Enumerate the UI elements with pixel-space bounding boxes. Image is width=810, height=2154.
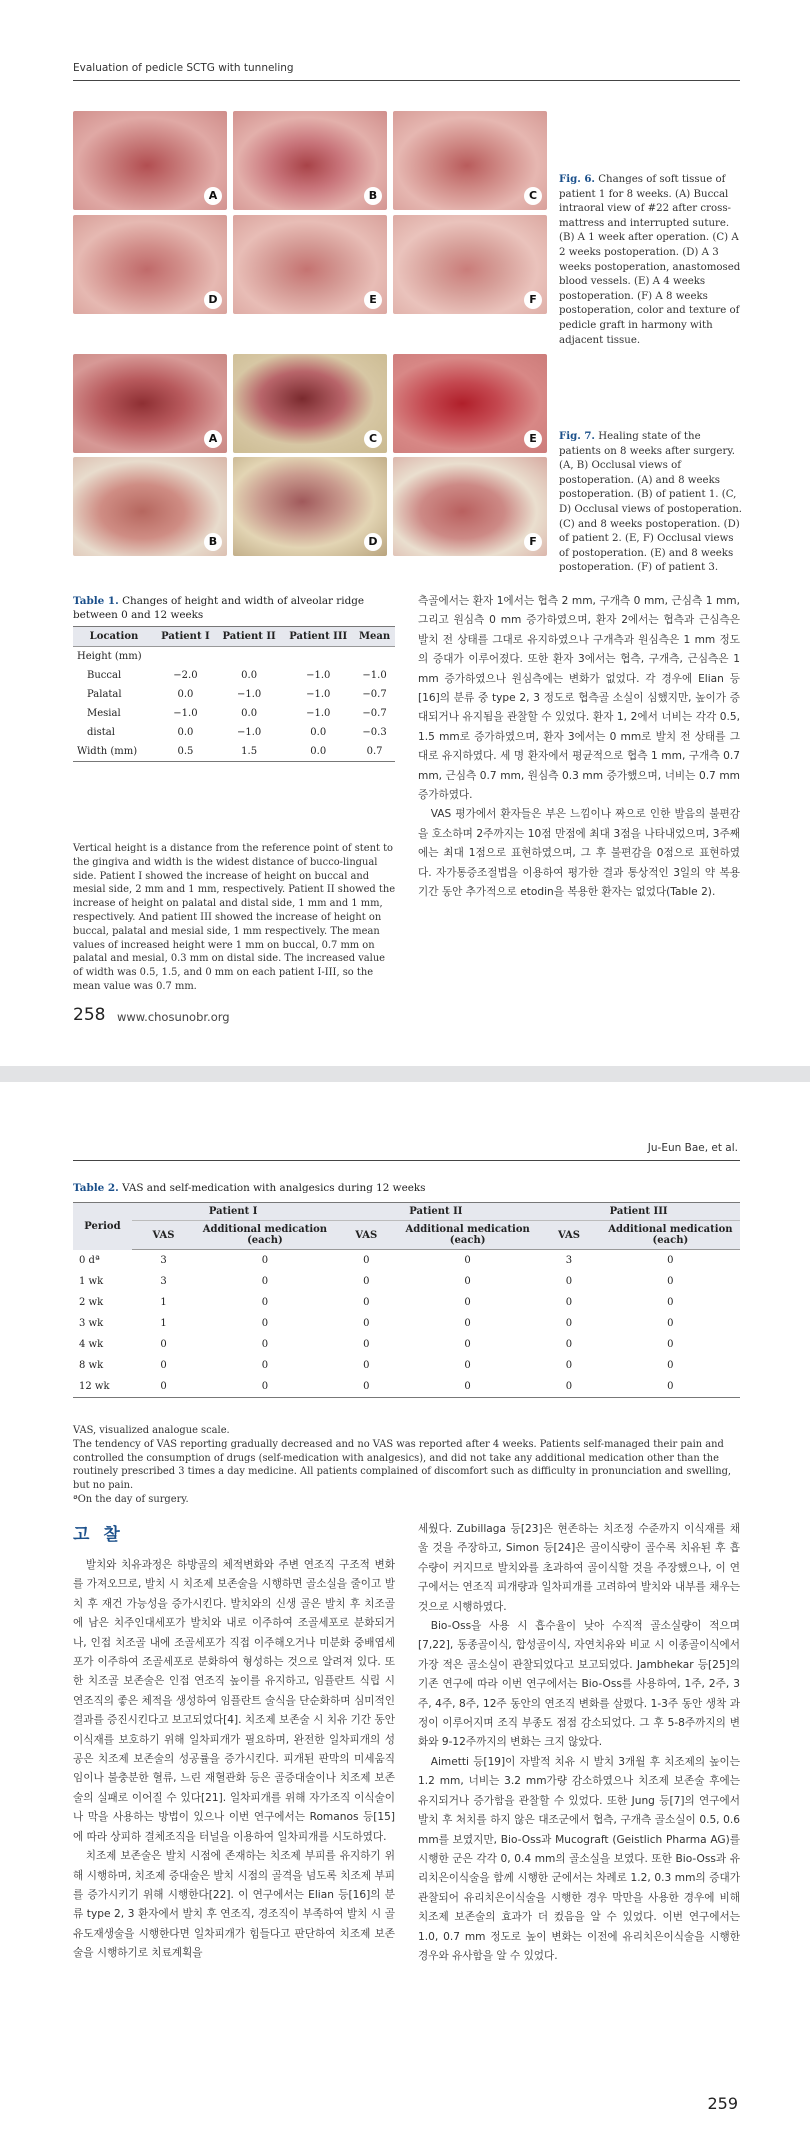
cell: 0 xyxy=(261,1339,269,1350)
panel-label: A xyxy=(204,430,222,448)
fig7-label: Fig. 7. xyxy=(559,430,595,442)
table1-caption xyxy=(73,594,395,622)
fig6-photo-a xyxy=(73,111,227,210)
cell: 0.7 xyxy=(354,742,395,762)
table-row xyxy=(73,1376,740,1398)
section-title: 고 찰 xyxy=(73,1525,124,1545)
table-row xyxy=(73,666,395,685)
cell: −1.0 xyxy=(362,670,387,681)
header-rule xyxy=(73,80,740,81)
cell: 3 xyxy=(565,1255,573,1266)
cell: 0 xyxy=(363,1255,370,1266)
fig7-photo-d xyxy=(233,457,387,556)
table-row xyxy=(73,1313,740,1334)
cell: 1 xyxy=(160,1297,167,1308)
cell: Buccal xyxy=(87,670,122,681)
table2-notes xyxy=(73,1424,740,1507)
table-row xyxy=(73,685,395,704)
cell: −0.7 xyxy=(362,689,387,700)
fig6-photo-c xyxy=(393,111,547,210)
table-row xyxy=(73,723,395,742)
cell: 0 xyxy=(537,1376,601,1398)
cell: −0.7 xyxy=(362,708,387,719)
cell: 0 xyxy=(667,1276,674,1287)
cell: −1.0 xyxy=(236,727,262,738)
cell xyxy=(155,647,216,667)
cell: 0 xyxy=(261,1276,269,1287)
col-header: Location xyxy=(73,627,155,647)
note: ªOn the day of surgery. xyxy=(73,1493,189,1505)
cell: 0 xyxy=(565,1339,573,1350)
cell xyxy=(282,647,354,667)
cell: 0 xyxy=(565,1297,573,1308)
cell: 0 xyxy=(464,1318,471,1329)
cell: 8 wk xyxy=(79,1360,104,1371)
fig6-photo-e xyxy=(233,215,387,314)
cell: 0.0 xyxy=(177,689,194,700)
fig6-caption xyxy=(559,172,743,348)
paragraph: 치조제 보존술은 발치 시점에 존재하는 치조제 부피를 유지하기 위해 시행하며, 치조제 증대술은 발치 시점의 골격을 넘도록 치조제 부피를 증가시키기 위해 시행한다[22]. 이 연구에서는 Elian 등[16]의 분류 type 2, 3 환자에서 발치 후 연조직, 경조직이 부족하여 발치 시 골유도재생술을 시행한다면 일차피개가 힘들다고 판단하여 치조제 보존술을 시행하기로 치료계획을 xyxy=(73,1850,395,1960)
cell: 0 xyxy=(565,1276,573,1287)
cell: 0 xyxy=(667,1339,674,1350)
cell: 0 xyxy=(261,1255,269,1266)
header-rule xyxy=(73,1160,740,1161)
cell: −1.0 xyxy=(306,689,331,700)
fig7-photo-c xyxy=(233,354,387,453)
cell: 0 xyxy=(565,1318,573,1329)
note: The tendency of VAS reporting gradually decreased and no VAS was reported after 4 weeks. Patients self-managed their pain and controlled the consumption of drugs (self-medication with analgesics), and did not take any additional medication other than the routinely prescribed 3 times a day medicine. All patients complained of discomfort such as difficulty in pronunciation and swelling, but no pain. xyxy=(73,1438,732,1492)
cell: 0 xyxy=(398,1376,537,1398)
table2-caption-text: VAS and self-medication with analgesics during 12 weeks xyxy=(118,1182,426,1194)
cell: 0 xyxy=(464,1339,471,1350)
website: www.chosunobr.org xyxy=(117,1010,230,1024)
cell: 1 wk xyxy=(79,1276,104,1287)
cell: 0.0 xyxy=(241,708,258,719)
panel-label: B xyxy=(364,187,382,205)
panel-label: B xyxy=(204,533,222,551)
col-header: Mean xyxy=(354,627,395,647)
fig7-photo-b xyxy=(73,457,227,556)
cell: 0.5 xyxy=(155,742,216,762)
fig7-caption-text: Healing state of the patients on 8 weeks after surgery. (A, B) Occlusal views of postoperation. (A) and 8 weeks postoperation. (B) of patient 1. (C, D) Occlusal views of postoperation. (C) and 8 weeks postoperation. (D) of patient 2. (E, F) Occlusal views of postoperation. (E) and 8 weeks postoperation. (F) of patient 3. xyxy=(559,431,743,574)
table-2 xyxy=(73,1202,740,1398)
col-header: Patient I xyxy=(155,627,216,647)
cell: 1.5 xyxy=(216,742,282,762)
cell: 12 wk xyxy=(73,1376,132,1398)
cell: Palatal xyxy=(87,689,122,700)
paragraph: VAS 평가에서 환자들은 부은 느낌이나 짜으로 인한 발음의 불편감을 호소하며 2주까지는 10점 만점에 최대 3점을 나타내었으며, 3주째에는 최대 1점으로 표현하였으며, 그 후 불편감을 0점으로 표현하였다. 자가통증조절법을 이용하여 평가한 결과 통상적인 3일의 약 복용기간 동안 추가적으로 etodin을 복용한 환자는 없었다(Table 2). xyxy=(418,808,740,899)
cell: −1.0 xyxy=(173,708,198,719)
col-header: Additional medication (each) xyxy=(601,1221,740,1250)
table1-note: Vertical height is a distance from the reference point of stent to the gingiva and width is the widest distance of bucco-lingual side. Patient I showed the increase of height on buccal and mesial side, 2 mm and 1 mm, respectively. Patient II showed the increase of height on palatal and distal side, 1 mm and 1 mm, respectively. And patient III showed the increase of height on buccal, palatal and mesial side, 1 mm respectively. The mean values of increased height were 1 mm on buccal, 0.7 mm on palatal and mesial, 0.3 mm on distal side. The increased value of width was 0.5, 1.5, and 0 mm on each patient I-III, so the mean value was 0.7 mm. xyxy=(73,843,396,992)
cell: 0 xyxy=(261,1297,269,1308)
cell: 0 xyxy=(667,1297,674,1308)
col-header: Additional medication (each) xyxy=(195,1221,334,1250)
cell: −1.0 xyxy=(306,670,331,681)
cell: 0 xyxy=(565,1360,573,1371)
table-1 xyxy=(73,626,395,762)
cell: 0.0 xyxy=(310,727,327,738)
note: VAS, visualized analogue scale. xyxy=(73,1425,230,1436)
running-head: Evaluation of pedicle SCTG with tunneling xyxy=(73,62,294,74)
fig6-label: Fig. 6. xyxy=(559,173,595,185)
col-header: VAS xyxy=(335,1221,399,1250)
table1-label: Table 1. xyxy=(73,595,119,607)
cell: 0 xyxy=(667,1255,674,1266)
table-row xyxy=(73,647,395,667)
table-row xyxy=(73,1355,740,1376)
panel-label: F xyxy=(524,291,542,309)
cell: 3 xyxy=(160,1276,167,1287)
cell: 0 xyxy=(261,1318,269,1329)
cell: 0 xyxy=(667,1318,674,1329)
cell: 0 xyxy=(464,1255,471,1266)
cell: 0.0 xyxy=(241,670,258,681)
results-text xyxy=(418,592,740,903)
paragraph: Aimetti 등[19]이 자발적 치유 시 발치 3개월 후 치조제의 높이는 1.2 mm, 너비는 3.2 mm가량 감소하였으나 치조제 보존술 후에는 유지되거나 증가함을 관찰할 수 있었다. 또한 Jung 등[7]의 연구에서 발치 후 처치를 하지 않은 대조군에서 협측, 구개측 골소실이 0.5, 0.6 mm를 보였지만, Bio-Oss과 Mucograft (Geistlich Pharma AG)를 시행한 군은 각각 0, 0.4 mm의 골소실을 보였다. 또한 Bio-Oss과 유리치은이식술을 함께 시행한 군에서는 차례로 1.2, 0.3 mm의 증대가 관찰되어 유리치은이식술을 시행한 경우 막만을 사용한 경우에 비해 치조제 보존술의 효과가 더 컸음을 알 수 있었다. 이번 연구에서는 1.0, 0.7 mm 정도로 높이 변화는 이전에 유리치은이식술을 시행한 경우와 유사함을 알 수 있었다. xyxy=(418,1755,740,1962)
paragraph: 발치와 치유과정은 하방골의 체적변화와 주변 연조직 구조적 변화를 가져오므로, 발치 시 치조제 보존술을 시행하면 골소실을 줄이고 발치 후 재건 가능성을 증가시킨다. 발치와의 신생 골은 발치 후 치조골에 남은 치주인대세포가 발치와 내로 이주하여 조골세포로 분화되거나, 인접 치조골 내에 조골세포가 직접 이주해오거나 미분화 중배엽세포가 이주하여 조골세포로 분화하여 형성하는 것으로 알려져 있다. 또한 치조골 보존술은 인접 연조직 높이를 유지하고, 임플란트 식립 시 연조직의 좋은 체적을 생성하여 임플란트 술식을 단순화하며 심미적인 결과를 증진시킨다고 보고되었다[4]. 치조제 보존술 시 치유 기간 동안 이식재를 보호하기 위해 일차피개가 필요하며, 완전한 일차피개의 성공은 치조제 보존술의 성공률을 증가시킨다. 피개된 판막의 미세움직임이나 불충분한 혈류, 느린 재혈관화 등은 골증대술이나 치조제 보존술의 실패로 이어질 수 있다[21]. 일차피개를 위해 자가조직 이식술이나 막을 사용하는 방법이 있으나 이번 연구에서는 Romanos 등[15]에 따라 상피하 결체조직을 터널을 이용하여 일차피개를 시도하였다. xyxy=(73,1559,395,1843)
table1-caption-text: Changes of height and width of alveolar ridge between 0 and 12 weeks xyxy=(73,595,365,621)
cell: 0 xyxy=(464,1297,471,1308)
col-header: Patient II xyxy=(216,627,282,647)
panel-label: F xyxy=(524,533,542,551)
cell: −1.0 xyxy=(306,708,331,719)
cell: 4 wk xyxy=(79,1339,104,1350)
panel-label: D xyxy=(204,291,222,309)
table-row xyxy=(73,1271,740,1292)
table-row xyxy=(73,1292,740,1313)
page-number: 258 xyxy=(73,1005,106,1025)
panel-label: D xyxy=(364,533,382,551)
col-header: VAS xyxy=(537,1221,601,1250)
fig7-photo-f xyxy=(393,457,547,556)
cell: 0 xyxy=(335,1376,399,1398)
cell: 0 xyxy=(132,1376,196,1398)
panel-label: A xyxy=(204,187,222,205)
cell: Height (mm) xyxy=(77,651,142,662)
cell: 0 xyxy=(160,1339,167,1350)
table-row xyxy=(73,1334,740,1355)
paragraph: 측골에서는 환자 1에서는 협측 2 mm, 구개측 0 mm, 근심측 1 mm, 그리고 원심측 0 mm 증가하였으며, 환자 2에서는 협측과 근심측은 발치 전 상태를 그대로 유지하였으나 구개측과 원심측은 1 mm 정도의 증대가 이루어졌다. 또한 환자 3에서는 협측, 구개측, 근심측은 1 mm 증가하였으나 원심측에는 변화가 없었다. 각 경우에 Elian 등[16]의 분류 중 type 2, 3 정도로 협측골 소실이 심했지만, 높이가 증대되거나 유지됨을 관찰할 수 있었다. 환자 1, 2에서 너비는 각각 0.5, 1.5 mm로 증가하였으며, 환자 3에서는 0 mm로 발치 전 상태를 그대로 유지하였다. 세 명 환자에서 평균적으로 협측 1 mm, 구개측 0.7 mm, 근심측 0.7 mm, 원심측 0.3 mm 증가했으며, 너비는 0.7 mm 증가하였다. xyxy=(418,595,740,802)
cell: 3 xyxy=(160,1255,167,1266)
cell: 2 wk xyxy=(79,1297,104,1308)
cell xyxy=(216,647,282,667)
cell: 0 xyxy=(464,1276,471,1287)
cell: Mesial xyxy=(87,708,121,719)
col-header: Additional medication (each) xyxy=(398,1221,537,1250)
group-header: Patient III xyxy=(537,1203,740,1221)
table-row xyxy=(73,1250,740,1272)
cell: −0.3 xyxy=(362,727,387,738)
discussion-right xyxy=(418,1520,740,1966)
group-header: Patient II xyxy=(335,1203,538,1221)
page-259 xyxy=(0,1082,810,2154)
cell: −2.0 xyxy=(173,670,198,681)
col-header: VAS xyxy=(132,1221,196,1250)
cell: 3 wk xyxy=(79,1318,104,1329)
cell: 1 xyxy=(160,1318,167,1329)
cell: 0.0 xyxy=(282,742,354,762)
table-row xyxy=(73,742,395,762)
cell: 0 xyxy=(601,1376,740,1398)
table2-label: Table 2. xyxy=(73,1182,119,1194)
cell: 0 xyxy=(667,1360,674,1371)
page-258 xyxy=(0,0,810,1066)
cell: 0 xyxy=(363,1360,370,1371)
page-number: 259 xyxy=(707,2094,738,2113)
table-row xyxy=(73,704,395,723)
cell: 0 xyxy=(160,1360,167,1371)
cell: 0 xyxy=(363,1339,370,1350)
cell: distal xyxy=(87,727,115,738)
cell: 0 xyxy=(363,1297,370,1308)
fig7-caption xyxy=(559,429,743,576)
fig6-photo-d xyxy=(73,215,227,314)
paragraph: 세웠다. Zubillaga 등[23]은 현존하는 치조정 수준까지 이식재를 채울 것을 주장하고, Simon 등[24]은 골이식량이 골수록 치유된 후 흡수량이 커지므로 발치와를 초과하여 골이식할 것을 주장했으나, 이 연구에서는 연조직 피개량과 일차피개를 고려하여 발치와 내부를 채우는 것으로 시행하였다. xyxy=(418,1523,740,1613)
cell: 0 xyxy=(363,1276,370,1287)
group-header: Patient I xyxy=(132,1203,335,1221)
cell: −1.0 xyxy=(236,689,262,700)
fig7-photo-e xyxy=(393,354,547,453)
paragraph: Bio-Oss을 사용 시 흡수율이 낮아 수직적 골소실량이 적으며[7,22], 동종골이식, 합성골이식, 자연치유와 비교 시 이종골이식에서 가장 적은 골소실이 관찰되었다고 보고되었다. Jambhekar 등[25]의 기존 연구에 따라 이번 연구에서는 Bio-Oss를 사용하여, 1주, 2주, 3주, 4주, 8주, 12주 동안의 연조직 변화를 살폈다. 1-3주 동안 생착 과정이 이루어지며 조직 부종도 점점 감소되었다. 그 후 5-8주까지의 변화와 9-12주까지의 변화는 크지 않았다. xyxy=(418,1620,740,1749)
cell: Width (mm) xyxy=(73,742,155,762)
fig6-photo-b xyxy=(233,111,387,210)
panel-label: C xyxy=(524,187,542,205)
fig6-photo-f xyxy=(393,215,547,314)
cell: 0 xyxy=(464,1360,471,1371)
cell: 0 xyxy=(261,1360,269,1371)
cell: 0.0 xyxy=(177,727,194,738)
panel-label: E xyxy=(524,430,542,448)
cell: 0 xyxy=(363,1318,370,1329)
cell: 0 dª xyxy=(79,1254,100,1266)
panel-label: C xyxy=(364,430,382,448)
running-head: Ju-Eun Bae, et al. xyxy=(647,1142,738,1154)
fig6-caption-text: Changes of soft tissue of patient 1 for 8 weeks. (A) Buccal intraoral view of #22 after cross-mattress and interrupted suture. (B) A 1 week after operation. (C) A 2 weeks postoperation. (D) A 3 weeks postoperation, anastomosed blood vessels. (E) A 4 weeks postoperation. (F) A 8 weeks postoperation, color and texture of pedicle graft in harmony with adjacent tissue. xyxy=(559,174,741,346)
cell: 0 xyxy=(195,1376,334,1398)
cell xyxy=(354,647,395,667)
panel-label: E xyxy=(364,291,382,309)
table2-caption xyxy=(73,1181,740,1195)
discussion-left xyxy=(73,1556,395,1964)
col-header: Patient III xyxy=(282,627,354,647)
col-header: Period xyxy=(73,1203,132,1250)
fig7-photo-a xyxy=(73,354,227,453)
